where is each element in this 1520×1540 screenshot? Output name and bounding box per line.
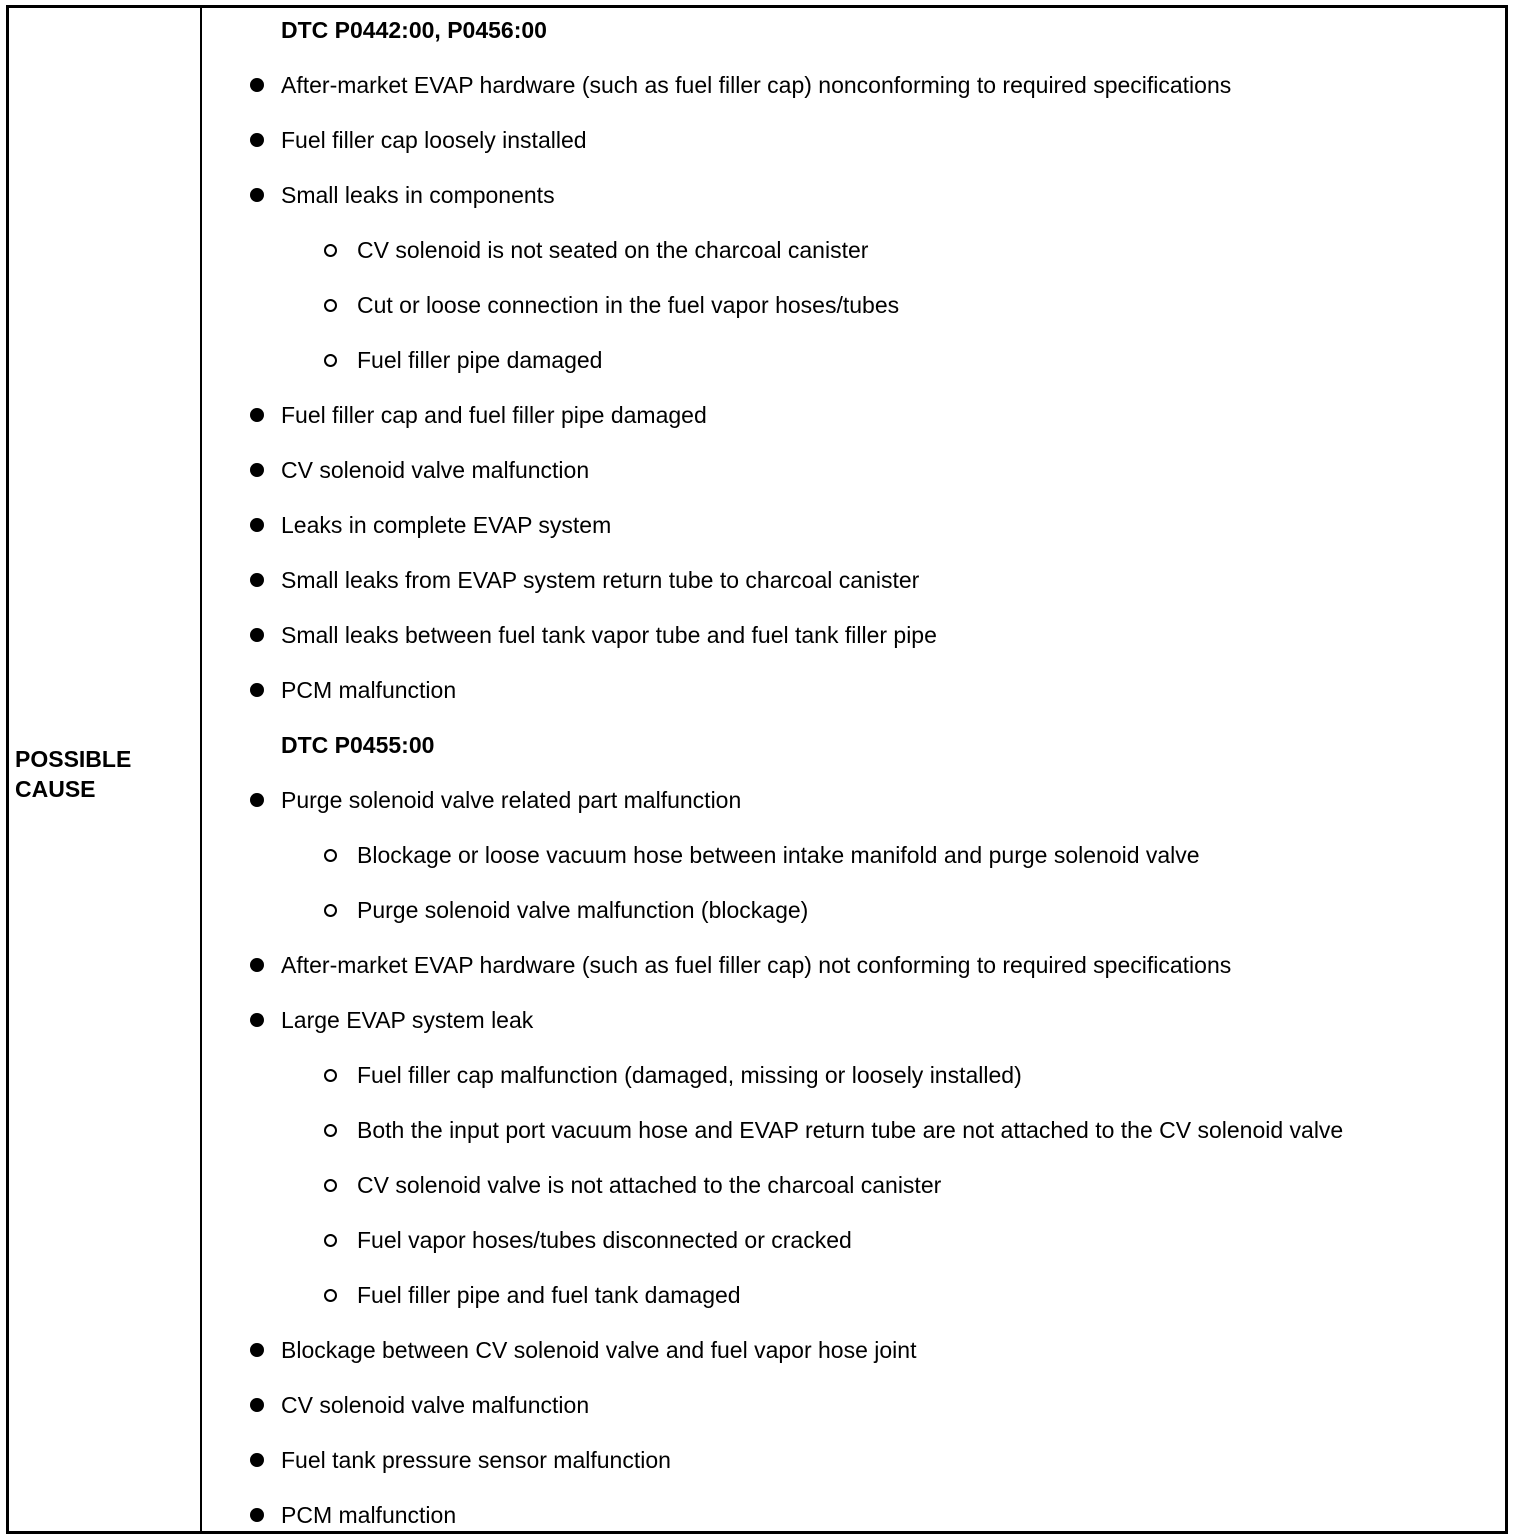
list-item	[9, 1390, 1505, 1420]
sub-list-item	[9, 895, 1505, 925]
item-text: PCM malfunction	[281, 1502, 457, 1528]
bullet-dot-icon	[250, 463, 264, 477]
item-text: Fuel filler pipe damaged	[357, 347, 603, 373]
item-text: Fuel filler cap malfunction (damaged, missing or loosely installed)	[357, 1062, 1022, 1088]
list-item	[9, 1500, 1505, 1530]
bullet-circle-icon	[324, 1234, 337, 1247]
list-item	[9, 1005, 1505, 1035]
item-text: Fuel tank pressure sensor malfunction	[281, 1447, 671, 1473]
list-item	[9, 1445, 1505, 1475]
item-text: Both the input port vacuum hose and EVAP return tube are not attached to the CV solenoid valve	[357, 1117, 1344, 1143]
bullet-circle-icon	[324, 1124, 337, 1137]
sub-list-item	[9, 1170, 1505, 1200]
bullet-dot-icon	[250, 1508, 264, 1522]
cause-list	[9, 8, 1505, 1531]
bullet-dot-icon	[250, 408, 264, 422]
bullet-dot-icon	[250, 573, 264, 587]
list-item	[9, 180, 1505, 210]
bullet-circle-icon	[324, 904, 337, 917]
bullet-circle-icon	[324, 849, 337, 862]
bullet-circle-icon	[324, 299, 337, 312]
sub-list-item	[9, 1060, 1505, 1090]
bullet-dot-icon	[250, 793, 264, 807]
bullet-dot-icon	[250, 518, 264, 532]
item-text: Blockage between CV solenoid valve and fuel vapor hose joint	[281, 1337, 917, 1363]
sub-list-item	[9, 1115, 1505, 1145]
list-item	[9, 510, 1505, 540]
bullet-circle-icon	[324, 1179, 337, 1192]
bullet-dot-icon	[250, 1398, 264, 1412]
item-text: Cut or loose connection in the fuel vapor hoses/tubes	[357, 292, 900, 318]
item-text: Small leaks in components	[281, 182, 555, 208]
bullet-dot-icon	[250, 958, 264, 972]
item-text: CV solenoid valve is not attached to the charcoal canister	[357, 1172, 942, 1198]
list-item	[9, 565, 1505, 595]
item-text: Small leaks from EVAP system return tube to charcoal canister	[281, 567, 920, 593]
bullet-dot-icon	[250, 628, 264, 642]
item-text: After-market EVAP hardware (such as fuel filler cap) not conforming to required specifications	[281, 952, 1232, 978]
item-text: CV solenoid is not seated on the charcoal canister	[357, 237, 869, 263]
item-text: DTC P0455:00	[281, 732, 435, 758]
sub-list-item	[9, 290, 1505, 320]
item-text: Fuel filler cap and fuel filler pipe damaged	[281, 402, 707, 428]
item-text: CV solenoid valve malfunction	[281, 457, 590, 483]
list-item	[9, 950, 1505, 980]
list-item	[9, 1335, 1505, 1365]
dtc-heading	[9, 15, 1505, 45]
bullet-circle-icon	[324, 1289, 337, 1302]
list-item	[9, 785, 1505, 815]
dtc-heading	[9, 730, 1505, 760]
list-item	[9, 70, 1505, 100]
bullet-circle-icon	[324, 244, 337, 257]
sub-list-item	[9, 1225, 1505, 1255]
item-text: Blockage or loose vacuum hose between intake manifold and purge solenoid valve	[357, 842, 1200, 868]
sub-list-item	[9, 235, 1505, 265]
list-item	[9, 455, 1505, 485]
sub-list-item	[9, 345, 1505, 375]
item-text: Leaks in complete EVAP system	[281, 512, 612, 538]
item-text: After-market EVAP hardware (such as fuel filler cap) nonconforming to required specifications	[281, 72, 1232, 98]
bullet-dot-icon	[250, 683, 264, 697]
bullet-dot-icon	[250, 1013, 264, 1027]
item-text: Large EVAP system leak	[281, 1007, 534, 1033]
list-item	[9, 125, 1505, 155]
sub-list-item	[9, 840, 1505, 870]
bullet-circle-icon	[324, 354, 337, 367]
item-text: CV solenoid valve malfunction	[281, 1392, 590, 1418]
item-text: Fuel filler pipe and fuel tank damaged	[357, 1282, 741, 1308]
list-item	[9, 675, 1505, 705]
bullet-dot-icon	[250, 1343, 264, 1357]
item-text: PCM malfunction	[281, 677, 457, 703]
bullet-dot-icon	[250, 78, 264, 92]
list-item	[9, 620, 1505, 650]
item-text: DTC P0442:00, P0456:00	[281, 17, 547, 43]
row-label: POSSIBLE CAUSE	[15, 746, 132, 802]
item-text: Purge solenoid valve malfunction (blockage)	[357, 897, 809, 923]
bullet-dot-icon	[250, 133, 264, 147]
list-item	[9, 400, 1505, 430]
item-text: Purge solenoid valve related part malfunction	[281, 787, 742, 813]
sub-list-item	[9, 1280, 1505, 1310]
possible-cause-table	[6, 5, 1508, 1534]
item-text: Fuel vapor hoses/tubes disconnected or cracked	[357, 1227, 852, 1253]
item-text: Small leaks between fuel tank vapor tube and fuel tank filler pipe	[281, 622, 937, 648]
bullet-circle-icon	[324, 1069, 337, 1082]
item-text: Fuel filler cap loosely installed	[281, 127, 587, 153]
bullet-dot-icon	[250, 1453, 264, 1467]
bullet-dot-icon	[250, 188, 264, 202]
